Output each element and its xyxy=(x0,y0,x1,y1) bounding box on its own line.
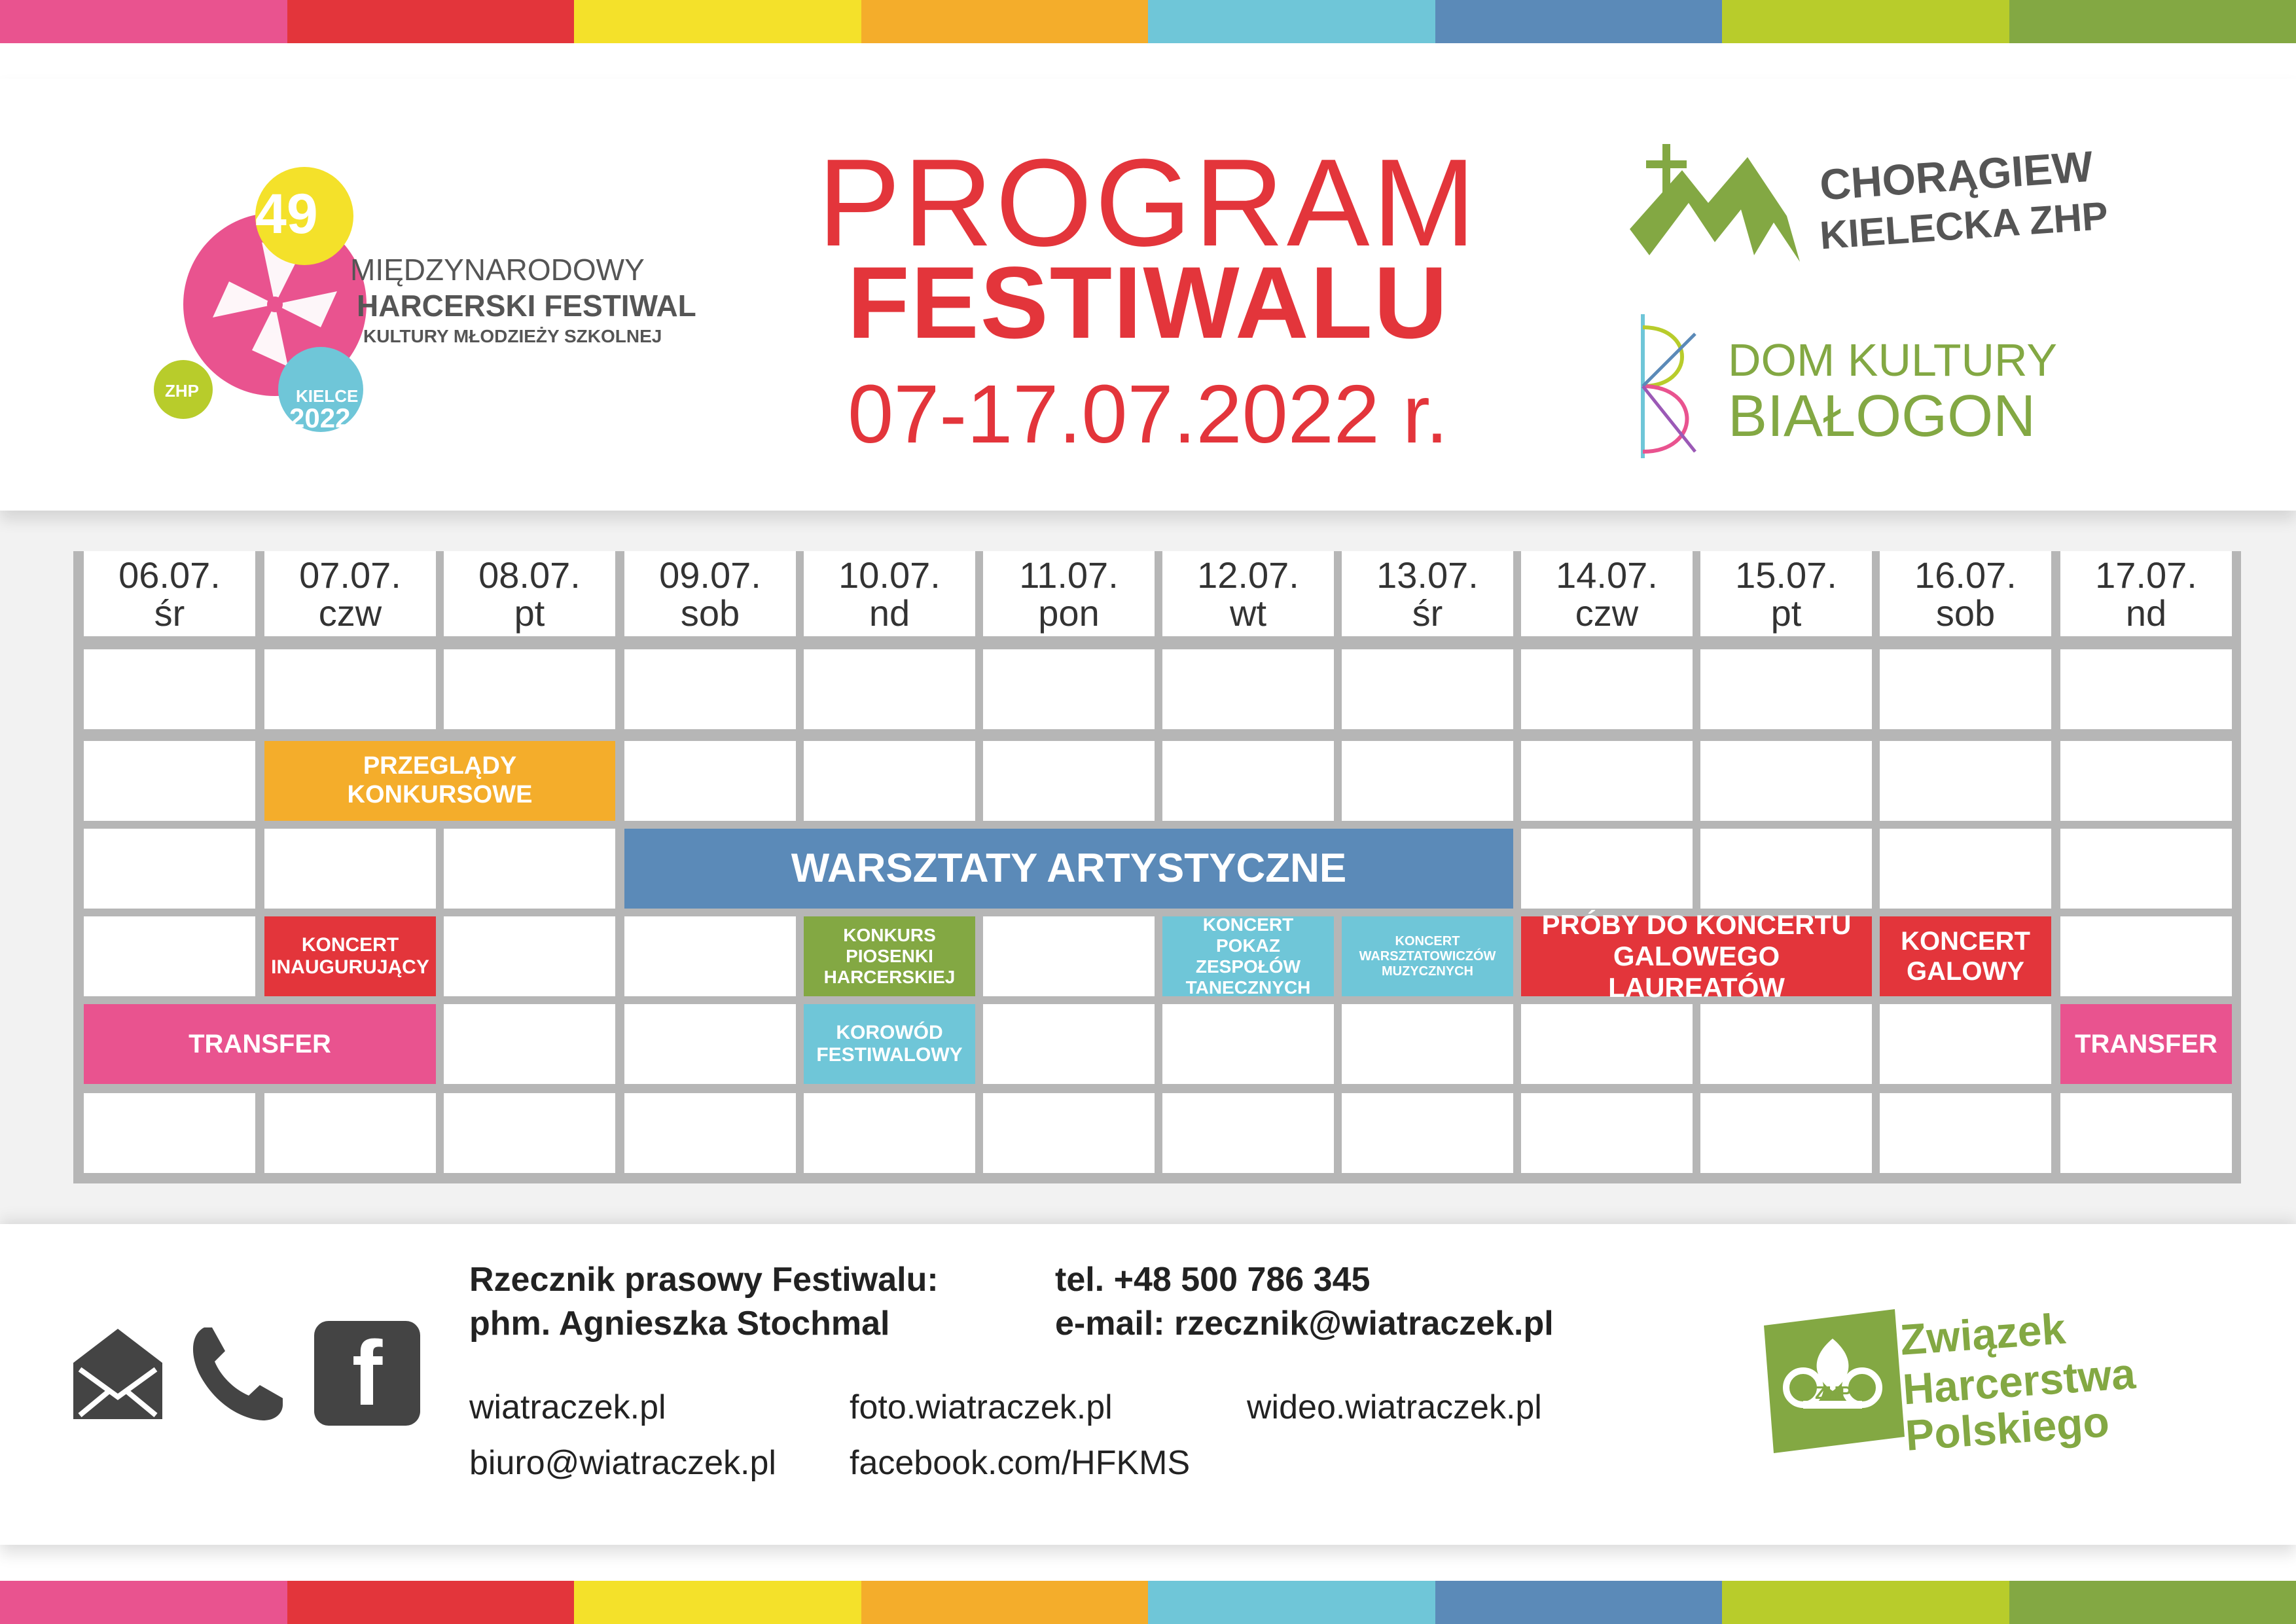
day-header xyxy=(983,551,1155,636)
day-date: 08.07. xyxy=(478,554,581,596)
schedule-cell xyxy=(1880,649,2051,729)
schedule-cell xyxy=(1162,1093,1334,1173)
day-weekday: pt xyxy=(1770,592,1802,634)
event-koncert-warsztatowiczow: KONCERT WARSZTATOWICZÓW MUZYCZNYCH xyxy=(1342,916,1513,996)
dom-kultury-mark-icon xyxy=(1623,308,1715,465)
day-weekday: śr xyxy=(1412,592,1443,634)
mountain-cross-icon xyxy=(1623,131,1820,281)
festival-dates: 07-17.07.2022 r. xyxy=(848,368,1448,460)
badge-year: 2022 xyxy=(289,403,351,433)
title-program: PROGRAM xyxy=(817,134,1479,272)
event-koncert-pokaz-zespolow: KONCERT POKAZ ZESPOŁÓW TANECZNYCH xyxy=(1162,916,1334,996)
schedule-cell xyxy=(1880,1093,2051,1173)
day-header xyxy=(1521,551,1693,636)
top-color-stripe xyxy=(0,0,2296,43)
schedule-cell xyxy=(444,829,615,909)
day-header xyxy=(624,551,796,636)
day-header xyxy=(264,551,436,636)
stripe-segment xyxy=(2009,0,2296,43)
festival-logo-line2: HARCERSKI FESTIWAL xyxy=(357,289,696,323)
schedule-cell xyxy=(444,916,615,996)
stripe-segment xyxy=(0,1581,287,1624)
schedule-cell xyxy=(983,649,1155,729)
schedule-cell xyxy=(444,1093,615,1173)
phone-icon[interactable] xyxy=(185,1321,289,1429)
schedule-cell xyxy=(624,1004,796,1084)
schedule-cell xyxy=(983,916,1155,996)
press-email[interactable]: e-mail: rzecznik@wiatraczek.pl xyxy=(1055,1305,1554,1343)
schedule-cell xyxy=(1342,649,1513,729)
event-przeglady-konkursowe: PRZEGLĄDY KONKURSOWE xyxy=(264,741,615,821)
day-header xyxy=(1342,551,1513,636)
schedule-cell xyxy=(624,741,796,821)
schedule-cell xyxy=(1521,741,1693,821)
event-koncert-inaugurujacy: KONCERT INAUGURUJĄCY xyxy=(264,916,436,996)
festival-logo-line3: KULTURY MŁODZIEŻY SZKOLNEJ xyxy=(363,326,662,346)
schedule-cell xyxy=(2060,741,2232,821)
stripe-segment xyxy=(1435,0,1723,43)
day-date: 11.07. xyxy=(1019,554,1119,596)
facebook-link[interactable]: facebook.com/HFKMS xyxy=(850,1444,1191,1482)
festival-edition-number: 49 xyxy=(255,183,318,245)
phone-number[interactable]: tel. +48 500 786 345 xyxy=(1055,1261,1371,1299)
schedule-cell xyxy=(624,916,796,996)
stripe-segment xyxy=(287,1581,575,1624)
schedule-cell xyxy=(1342,1093,1513,1173)
day-weekday: pon xyxy=(1038,592,1100,634)
schedule-cell xyxy=(1162,649,1334,729)
badge-city: KIELCE xyxy=(296,386,359,406)
stripe-segment xyxy=(1148,1581,1435,1624)
envelope-icon[interactable] xyxy=(71,1324,165,1425)
title-festiwalu: FESTIWALU xyxy=(847,246,1449,360)
choragiew-kielecka-logo xyxy=(1623,131,2147,295)
schedule-cell xyxy=(444,649,615,729)
video-site-link[interactable]: wideo.wiatraczek.pl xyxy=(1247,1388,1542,1426)
stripe-segment xyxy=(2009,1581,2296,1624)
schedule-cell xyxy=(1521,649,1693,729)
zhp-small-badge: ZHP xyxy=(165,381,199,401)
stripe-segment xyxy=(574,1581,861,1624)
schedule-cell xyxy=(1700,1004,1872,1084)
schedule-cell xyxy=(1880,741,2051,821)
choragiew-line2: KIELECKA ZHP xyxy=(1818,193,2109,258)
zhp-line3: Polskiego xyxy=(1903,1397,2111,1460)
schedule-cell xyxy=(624,649,796,729)
day-date: 15.07. xyxy=(1735,554,1837,596)
schedule-cell xyxy=(444,1004,615,1084)
bottom-color-stripe xyxy=(0,1581,2296,1624)
day-weekday: sob xyxy=(1935,592,1996,634)
day-header xyxy=(1700,551,1872,636)
press-spokesperson-name: phm. Agnieszka Stochmal xyxy=(469,1305,890,1343)
zhp-logo xyxy=(1757,1303,2183,1466)
stripe-segment xyxy=(1722,1581,2009,1624)
schedule-cell xyxy=(1880,1004,2051,1084)
schedule-cell xyxy=(1162,741,1334,821)
zhp-mark-text: ZHP xyxy=(1815,1382,1852,1403)
day-weekday: wt xyxy=(1230,592,1266,634)
schedule-cell xyxy=(1700,829,1872,909)
schedule-grid xyxy=(73,551,2241,1183)
schedule-cell xyxy=(624,1093,796,1173)
schedule-cell xyxy=(84,741,255,821)
schedule-cell xyxy=(804,741,975,821)
event-transfer-departure: TRANSFER xyxy=(2060,1004,2232,1084)
stripe-segment xyxy=(861,0,1149,43)
schedule-cell xyxy=(264,829,436,909)
photo-site-link[interactable]: foto.wiatraczek.pl xyxy=(850,1388,1113,1426)
schedule-cell xyxy=(983,741,1155,821)
schedule-cell xyxy=(2060,649,2232,729)
day-header xyxy=(2060,551,2232,636)
schedule-cell xyxy=(983,1004,1155,1084)
choragiew-line1: CHORĄGIEW xyxy=(1818,141,2095,209)
schedule-cell xyxy=(84,1093,255,1173)
schedule-cell xyxy=(1162,1004,1334,1084)
schedule-cell xyxy=(84,649,255,729)
day-date: 06.07. xyxy=(118,554,221,596)
website-link[interactable]: wiatraczek.pl xyxy=(469,1388,666,1426)
day-date: 12.07. xyxy=(1197,554,1299,596)
event-koncert-galowy: KONCERT GALOWY xyxy=(1880,916,2051,996)
stripe-segment xyxy=(1435,1581,1723,1624)
stripe-segment xyxy=(1722,0,2009,43)
facebook-glyph: f xyxy=(351,1322,383,1424)
schedule-cell xyxy=(1342,741,1513,821)
day-weekday: sob xyxy=(680,592,740,634)
day-header xyxy=(84,551,255,636)
day-date: 09.07. xyxy=(659,554,761,596)
schedule-cell xyxy=(2060,1093,2232,1173)
schedule-cell xyxy=(1521,829,1693,909)
day-header xyxy=(1880,551,2051,636)
festival-logo-line1: MIĘDZYNARODOWY xyxy=(350,253,645,287)
zhp-line1: Związek xyxy=(1898,1304,2068,1364)
day-header xyxy=(804,551,975,636)
stripe-segment xyxy=(574,0,861,43)
day-header xyxy=(1162,551,1334,636)
day-header xyxy=(444,551,615,636)
schedule-cell xyxy=(1700,1093,1872,1173)
zhp-line2: Harcerstwa xyxy=(1901,1348,2138,1414)
dom-kultury-line2: BIAŁOGON xyxy=(1728,384,2036,449)
event-proby-do-koncertu: PRÓBY DO KONCERTU GALOWEGO LAUREATÓW xyxy=(1521,916,1872,996)
day-date: 07.07. xyxy=(299,554,401,596)
zhp-lily-icon xyxy=(1757,1303,1908,1460)
day-weekday: nd xyxy=(2125,592,2167,634)
press-spokesperson-label: Rzecznik prasowy Festiwalu: xyxy=(469,1261,939,1299)
stripe-segment xyxy=(1148,0,1435,43)
schedule-cell xyxy=(84,829,255,909)
festival-logo xyxy=(151,164,753,452)
event-transfer-arrival: TRANSFER xyxy=(84,1004,436,1084)
schedule-cell xyxy=(264,1093,436,1173)
schedule-cell xyxy=(804,649,975,729)
schedule-cell xyxy=(1700,741,1872,821)
day-weekday: czw xyxy=(318,592,382,634)
schedule-cell xyxy=(983,1093,1155,1173)
schedule-cell xyxy=(1521,1004,1693,1084)
event-warsztaty-artystyczne: WARSZTATY ARTYSTYCZNE xyxy=(624,829,1513,909)
stripe-segment xyxy=(861,1581,1149,1624)
day-weekday: pt xyxy=(514,592,545,634)
schedule-cell xyxy=(264,649,436,729)
day-date: 10.07. xyxy=(838,554,941,596)
day-date: 16.07. xyxy=(1914,554,2017,596)
stripe-segment xyxy=(0,0,287,43)
schedule-cell xyxy=(1880,829,2051,909)
day-weekday: nd xyxy=(869,592,910,634)
office-email-link[interactable]: biuro@wiatraczek.pl xyxy=(469,1444,776,1482)
event-konkurs-piosenki: KONKURS PIOSENKI HARCERSKIEJ xyxy=(804,916,975,996)
schedule-cell xyxy=(1700,649,1872,729)
event-korowod-festiwalowy: KOROWÓD FESTIWALOWY xyxy=(804,1004,975,1084)
dom-kultury-line1: DOM KULTURY xyxy=(1728,334,2058,386)
dom-kultury-bialogon-logo xyxy=(1623,308,2147,471)
schedule-cell xyxy=(1342,1004,1513,1084)
schedule-cell xyxy=(804,1093,975,1173)
schedule-cell xyxy=(2060,829,2232,909)
facebook-icon[interactable] xyxy=(314,1321,420,1426)
schedule-cell xyxy=(2060,916,2232,996)
day-date: 14.07. xyxy=(1556,554,1658,596)
day-date: 17.07. xyxy=(2095,554,2197,596)
day-weekday: czw xyxy=(1575,592,1639,634)
stripe-segment xyxy=(287,0,575,43)
schedule-cell xyxy=(1521,1093,1693,1173)
day-weekday: śr xyxy=(154,592,185,634)
schedule-cell xyxy=(84,916,255,996)
day-date: 13.07. xyxy=(1376,554,1479,596)
